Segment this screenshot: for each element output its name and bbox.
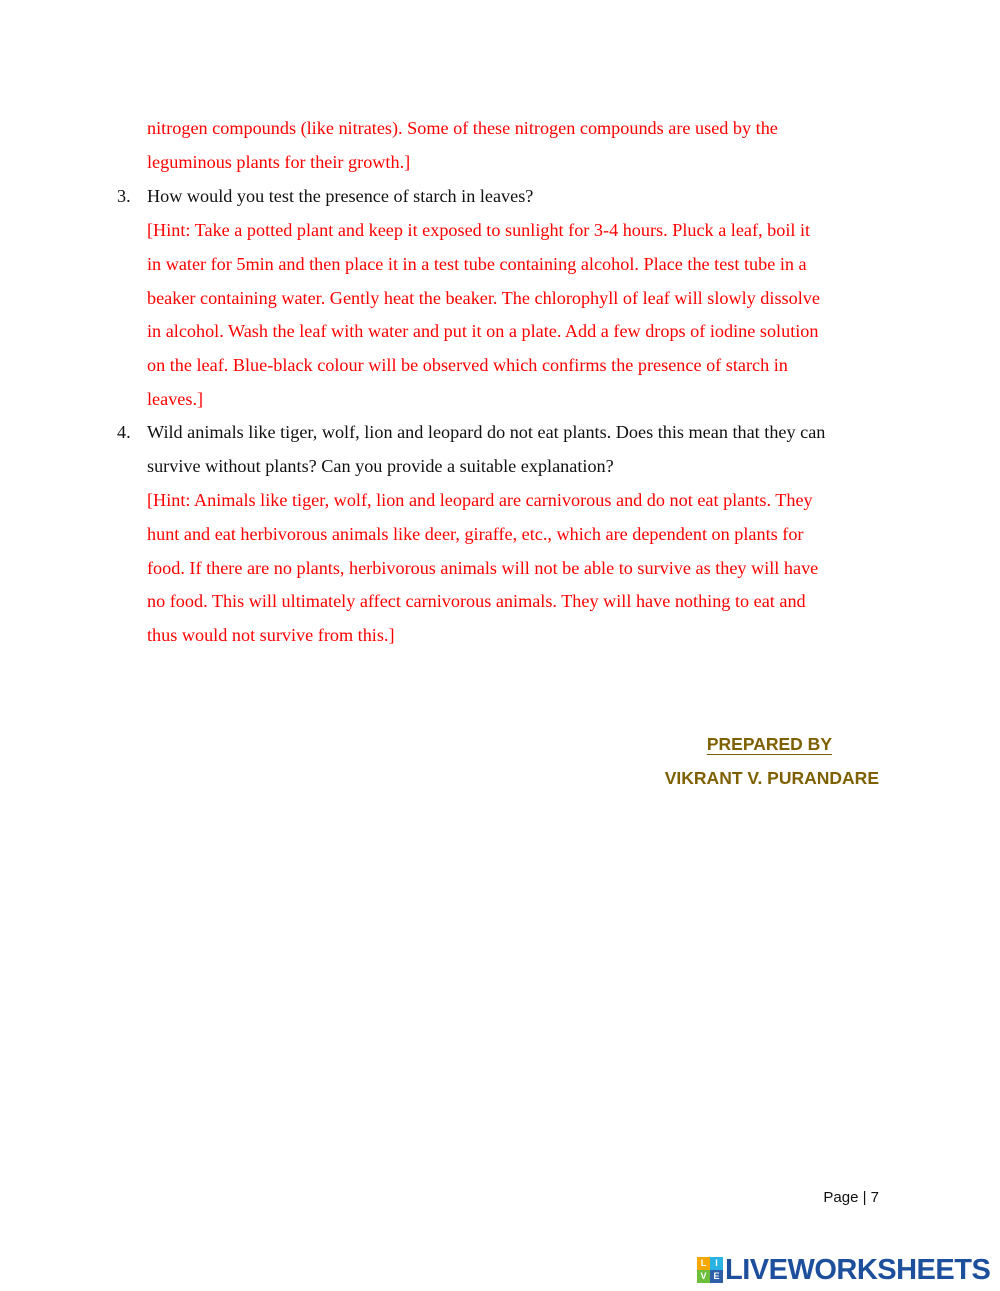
logo-letter: L <box>697 1257 710 1270</box>
hint-line: on the leaf. Blue-black colour will be observed which confirms the presence of starch in <box>147 355 788 376</box>
live-logo-icon <box>697 1257 723 1283</box>
liveworksheets-logo <box>697 1255 990 1285</box>
previous-answer-continuation <box>147 112 887 180</box>
author-name: VIKRANT V. PURANDARE <box>664 768 879 788</box>
question-text <box>147 416 887 484</box>
question-text <box>147 180 887 214</box>
logo-letter: E <box>710 1270 723 1283</box>
hint-line: no food. This will ultimately affect carnivorous animals. They will have nothing to eat and <box>147 591 806 612</box>
question-number: 3. <box>117 186 131 206</box>
logo-letter: I <box>710 1257 723 1270</box>
question-line: How would you test the presence of starch in leaves? <box>147 186 534 206</box>
continuation-line: leguminous plants for their growth.] <box>147 151 411 172</box>
question-line: survive without plants? Can you provide a suitable explanation? <box>147 455 614 476</box>
logo-letter: V <box>697 1270 710 1283</box>
hint-line: [Hint: Take a potted plant and keep it exposed to sunlight for 3-4 hours. Pluck a leaf, boil it <box>147 220 811 240</box>
prepared-by-label: PREPARED BY <box>706 734 832 754</box>
hint-line: thus would not survive from this.] <box>147 625 395 646</box>
hint-block <box>147 484 887 653</box>
hint-line: hunt and eat herbivorous animals like deer, giraffe, etc., which are dependent on plants for <box>147 523 804 544</box>
hint-block <box>147 214 887 417</box>
continuation-line: nitrogen compounds (like nitrates). Some of these nitrogen compounds are used by the <box>147 118 778 138</box>
hint-line: [Hint: Animals like tiger, wolf, lion and leopard are carnivorous and do not eat plants. They <box>147 490 813 510</box>
hint-line: in alcohol. Wash the leaf with water and put it on a plate. Add a few drops of iodine solution <box>147 321 819 342</box>
brand-name: LIVEWORKSHEETS <box>725 1254 991 1286</box>
question-number: 4. <box>117 422 131 442</box>
page-number: Page | 7 <box>823 1189 879 1206</box>
hint-line: food. If there are no plants, herbivorous animals will not be able to survive as they will have <box>147 557 819 578</box>
question-line: Wild animals like tiger, wolf, lion and leopard do not eat plants. Does this mean that they can <box>147 422 826 442</box>
hint-line: in water for 5min and then place it in a test tube containing alcohol. Place the test tube in a <box>147 253 807 274</box>
hint-line: beaker containing water. Gently heat the beaker. The chlorophyll of leaf will slowly dissolve <box>147 287 820 308</box>
hint-line: leaves.] <box>147 388 204 409</box>
